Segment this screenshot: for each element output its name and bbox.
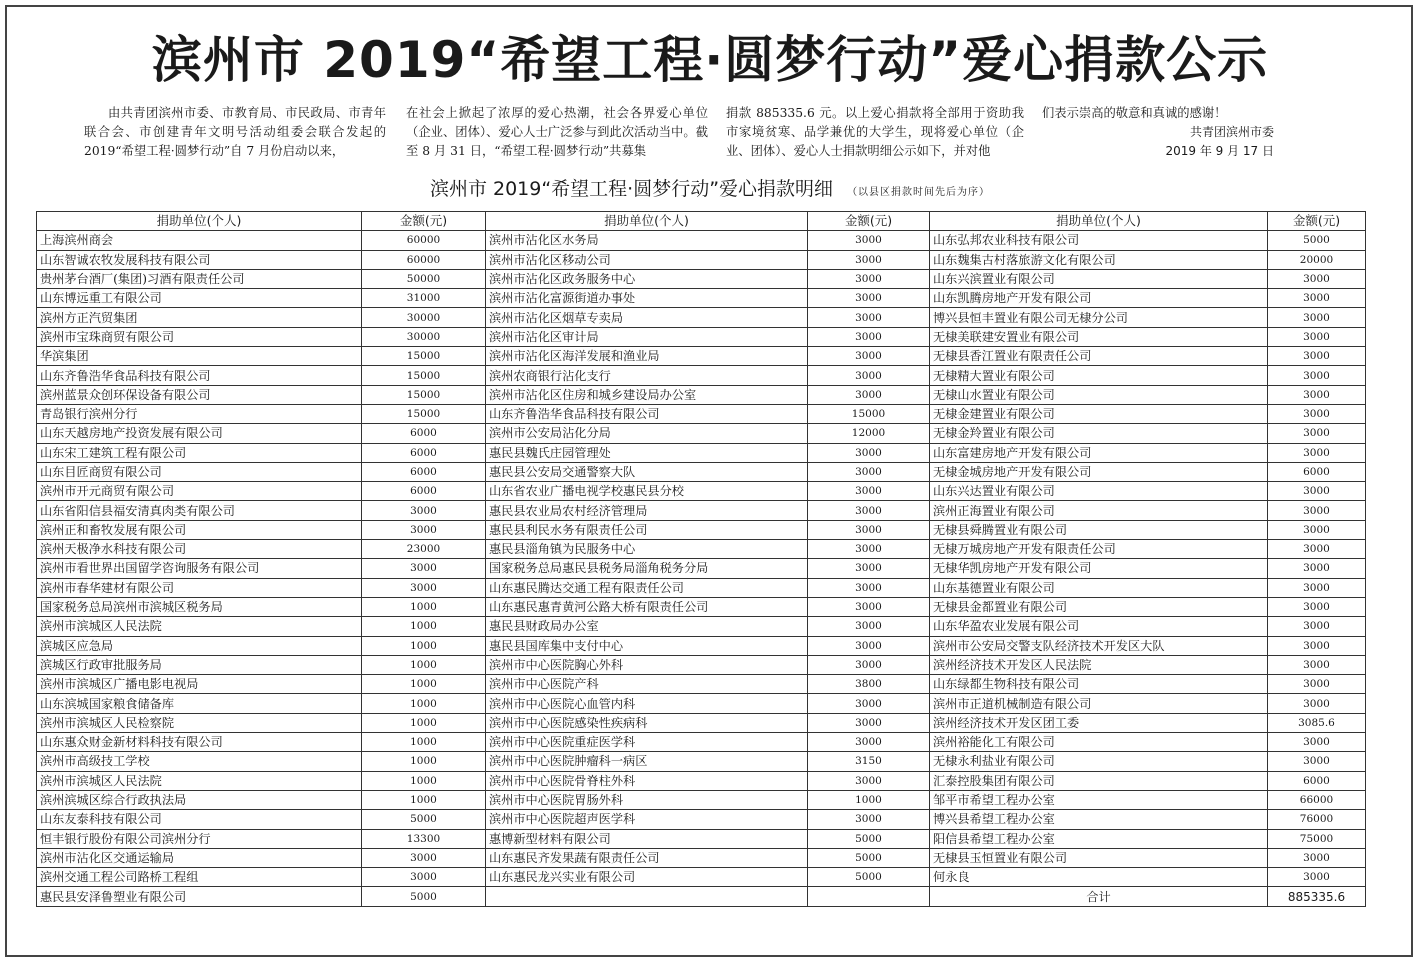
donation-amount: 1000 [362, 771, 486, 790]
header-amount-1: 金额(元) [362, 212, 486, 231]
donation-amount: 1000 [808, 790, 930, 809]
donor-name: 恒丰银行股份有限公司滨州分行 [37, 829, 362, 848]
donation-amount: 3000 [1268, 733, 1366, 752]
donor-name: 山东凯腾房地产开发有限公司 [930, 289, 1268, 308]
donation-amount: 3000 [808, 578, 930, 597]
donation-amount: 3000 [1268, 655, 1366, 674]
donation-amount: 3000 [1268, 694, 1366, 713]
donation-amount: 3000 [362, 848, 486, 867]
donation-amount: 3000 [808, 733, 930, 752]
donor-name: 国家税务总局滨州市滨城区税务局 [37, 597, 362, 616]
donor-name: 滨州市中心医院胸心外科 [486, 655, 808, 674]
donation-amount: 6000 [362, 462, 486, 481]
donor-name: 山东华盈农业发展有限公司 [930, 617, 1268, 636]
donor-name: 滨州市沾化区移动公司 [486, 250, 808, 269]
donor-name: 山东兴达置业有限公司 [930, 482, 1268, 501]
table-row [37, 462, 1366, 481]
donation-amount: 66000 [1268, 790, 1366, 809]
donor-name: 滨州市滨城区人民检察院 [37, 713, 362, 732]
intro-paragraph-4 [1042, 104, 1314, 161]
donor-name: 滨州市春华建材有限公司 [37, 578, 362, 597]
donation-amount: 3000 [1268, 617, 1366, 636]
donor-name: 滨州市中心医院心血管内科 [486, 694, 808, 713]
donor-name: 滨州市滨城区人民法院 [37, 617, 362, 636]
intro-paragraph-1: 由共青团滨州市委、市教育局、市民政局、市青年联合会、市创建青年文明号活动组委会联合发起的 2019“希望工程·圆梦行动”自 7 月份启动以来， [84, 106, 386, 158]
donor-name: 滨州市沾化区住房和城乡建设局办公室 [486, 385, 808, 404]
donor-name: 滨州市高级技工学校 [37, 752, 362, 771]
donor-name: 滨州市开元商贸有限公司 [37, 482, 362, 501]
donation-amount: 1000 [362, 733, 486, 752]
donation-amount: 3085.6 [1268, 713, 1366, 732]
donation-amount: 3000 [1268, 578, 1366, 597]
donor-name: 山东惠民腾达交通工程有限责任公司 [486, 578, 808, 597]
donation-amount: 15000 [362, 404, 486, 423]
donation-amount: 3000 [808, 655, 930, 674]
donation-amount: 1000 [362, 752, 486, 771]
donation-amount: 5000 [808, 848, 930, 867]
table-row [37, 578, 1366, 597]
donor-name: 博兴县希望工程办公室 [930, 810, 1268, 829]
donor-name: 汇泰控股集团有限公司 [930, 771, 1268, 790]
donation-amount: 3000 [362, 868, 486, 887]
donation-amount: 3000 [1268, 327, 1366, 346]
donation-amount: 3000 [808, 289, 930, 308]
donor-name: 惠民县农业局农村经济管理局 [486, 501, 808, 520]
donation-amount: 3000 [808, 597, 930, 616]
table-row [37, 231, 1366, 250]
donation-amount: 6000 [362, 424, 486, 443]
donor-name: 滨州市看世界出国留学咨询服务有限公司 [37, 559, 362, 578]
total-amount: 885335.6 [1268, 887, 1366, 906]
donor-name: 山东惠民惠青黄河公路大桥有限责任公司 [486, 597, 808, 616]
donation-amount: 75000 [1268, 829, 1366, 848]
donor-name: 无棣美联建安置业有限公司 [930, 327, 1268, 346]
table-row [37, 675, 1366, 694]
donation-amount: 1000 [362, 675, 486, 694]
donor-name: 滨州裕能化工有限公司 [930, 733, 1268, 752]
table-row [37, 501, 1366, 520]
donor-name: 山东智诚农牧发展科技有限公司 [37, 250, 362, 269]
donor-name: 山东目匠商贸有限公司 [37, 462, 362, 481]
table-row [37, 520, 1366, 539]
donor-name: 无棣县舜腾置业有限公司 [930, 520, 1268, 539]
table-row [37, 713, 1366, 732]
intro-paragraph-3: 捐款 885335.6 元。以上爱心捐款将全部用于资助我市家境贫寒、品学兼优的大学生，现将爱心单位（企业、团体）、爱心人士捐款明细公示如下，并对他 [726, 106, 1024, 158]
donation-amount: 1000 [362, 713, 486, 732]
donor-name: 山东惠众财金新材料科技有限公司 [37, 733, 362, 752]
donation-amount: 3000 [1268, 597, 1366, 616]
table-row [37, 385, 1366, 404]
donation-amount: 3000 [808, 385, 930, 404]
donor-name: 阳信县希望工程办公室 [930, 829, 1268, 848]
donation-amount: 3000 [808, 231, 930, 250]
donation-amount: 3000 [808, 520, 930, 539]
donation-amount: 3000 [808, 327, 930, 346]
donation-amount: 5000 [808, 868, 930, 887]
donation-amount: 3000 [1268, 289, 1366, 308]
donor-name: 惠民县利民水务有限责任公司 [486, 520, 808, 539]
intro-section [84, 104, 1314, 164]
donation-amount: 3000 [1268, 385, 1366, 404]
donor-name: 滨州市滨城区人民法院 [37, 771, 362, 790]
donation-amount: 3000 [1268, 520, 1366, 539]
donor-name: 滨州市公安局交警支队经济技术开发区大队 [930, 636, 1268, 655]
donation-amount: 3000 [808, 443, 930, 462]
donor-name: 滨州市沾化区水务局 [486, 231, 808, 250]
signer: 共青团滨州市委 [1189, 125, 1274, 139]
donor-name: 无棣金羚置业有限公司 [930, 424, 1268, 443]
donor-name: 滨州农商银行沾化支行 [486, 366, 808, 385]
table-row [37, 848, 1366, 867]
donation-amount: 76000 [1268, 810, 1366, 829]
donation-amount: 3000 [808, 501, 930, 520]
donor-name: 山东富建房地产开发有限公司 [930, 443, 1268, 462]
donation-amount: 3000 [1268, 559, 1366, 578]
donor-name: 滨州市中心医院胃肠外科 [486, 790, 808, 809]
donation-amount: 3000 [1268, 868, 1366, 887]
header-donor-1: 捐助单位(个人) [37, 212, 362, 231]
table-row [37, 424, 1366, 443]
donation-amount: 3000 [808, 250, 930, 269]
donation-amount: 3000 [362, 501, 486, 520]
donation-amount: 6000 [1268, 462, 1366, 481]
donor-name: 无棣华凯房地产开发有限公司 [930, 559, 1268, 578]
table-header-row [37, 212, 1366, 231]
donation-amount: 3150 [808, 752, 930, 771]
donor-name: 滨州市中心医院骨脊柱外科 [486, 771, 808, 790]
donation-amount: 3000 [808, 810, 930, 829]
donor-name: 山东省农业广播电视学校惠民县分校 [486, 482, 808, 501]
donation-amount: 3000 [808, 771, 930, 790]
donation-amount: 3000 [808, 366, 930, 385]
table-row [37, 636, 1366, 655]
donor-name: 滨州市中心医院超声医学科 [486, 810, 808, 829]
donor-name: 山东滨城国家粮食储备库 [37, 694, 362, 713]
donation-amount: 6000 [1268, 771, 1366, 790]
donation-amount: 30000 [362, 327, 486, 346]
donor-name: 滨州正和畜牧发展有限公司 [37, 520, 362, 539]
donor-name: 无棣金建置业有限公司 [930, 404, 1268, 423]
donation-amount: 3000 [362, 520, 486, 539]
donation-amount: 5000 [808, 829, 930, 848]
donation-amount: 1000 [362, 790, 486, 809]
donor-name: 滨州市中心医院产科 [486, 675, 808, 694]
donation-amount: 50000 [362, 269, 486, 288]
table-title [0, 175, 1420, 207]
donation-amount: 3000 [1268, 366, 1366, 385]
donor-name: 国家税务总局惠民县税务局淄角税务分局 [486, 559, 808, 578]
donation-amount: 3000 [1268, 347, 1366, 366]
donation-amount: 12000 [808, 424, 930, 443]
donation-amount: 1000 [362, 617, 486, 636]
donation-amount: 3000 [1268, 269, 1366, 288]
donor-name: 无棣精大置业有限公司 [930, 366, 1268, 385]
donor-name: 山东魏集古村落旅游文化有限公司 [930, 250, 1268, 269]
donation-amount: 20000 [1268, 250, 1366, 269]
donor-name: 山东天越房地产投资发展有限公司 [37, 424, 362, 443]
donation-amount: 3000 [808, 636, 930, 655]
donation-amount: 3000 [808, 713, 930, 732]
table-row [37, 752, 1366, 771]
donation-amount: 3000 [1268, 443, 1366, 462]
donor-name: 滨州市沾化区烟草专卖局 [486, 308, 808, 327]
donor-name: 滨州市公安局沾化分局 [486, 424, 808, 443]
donation-amount: 13300 [362, 829, 486, 848]
donation-amount: 15000 [808, 404, 930, 423]
donor-name: 滨州市沾化区审计局 [486, 327, 808, 346]
donor-name: 山东兴滨置业有限公司 [930, 269, 1268, 288]
donation-amount: 3000 [1268, 308, 1366, 327]
donation-amount: 5000 [1268, 231, 1366, 250]
donation-amount: 3000 [808, 617, 930, 636]
table-row [37, 327, 1366, 346]
donor-name: 青岛银行滨州分行 [37, 404, 362, 423]
donor-name: 华滨集团 [37, 347, 362, 366]
donor-name: 山东基德置业有限公司 [930, 578, 1268, 597]
table-row [37, 733, 1366, 752]
donor-name: 滨州市正道机械制造有限公司 [930, 694, 1268, 713]
donor-name: 滨州经济技术开发区人民法院 [930, 655, 1268, 674]
table-row [37, 289, 1366, 308]
header-donor-3: 捐助单位(个人) [930, 212, 1268, 231]
donation-amount: 15000 [362, 366, 486, 385]
donor-name: 无棣县香江置业有限责任公司 [930, 347, 1268, 366]
donor-name: 山东惠民龙兴实业有限公司 [486, 868, 808, 887]
donation-amount: 3000 [808, 559, 930, 578]
table-row [37, 771, 1366, 790]
donor-name: 滨州市沾化区交通运输局 [37, 848, 362, 867]
donor-name: 山东绿都生物科技有限公司 [930, 675, 1268, 694]
donor-name: 惠博新型材料有限公司 [486, 829, 808, 848]
donation-amount: 30000 [362, 308, 486, 327]
donor-name: 滨州正海置业有限公司 [930, 501, 1268, 520]
donor-name: 山东齐鲁浩华食品科技有限公司 [37, 366, 362, 385]
page-title: 滨州市 2019“希望工程·圆梦行动”爱心捐款公示 [151, 31, 1269, 89]
donor-name: 山东省阳信县福安清真肉类有限公司 [37, 501, 362, 520]
donor-name: 邹平市希望工程办公室 [930, 790, 1268, 809]
donor-name: 无棣万城房地产开发有限责任公司 [930, 540, 1268, 559]
table-row [37, 597, 1366, 616]
table-row [37, 868, 1366, 887]
donor-name: 上海滨州商会 [37, 231, 362, 250]
donation-amount: 3000 [1268, 848, 1366, 867]
donor-name: 山东宋工建筑工程有限公司 [37, 443, 362, 462]
donation-amount: 3000 [808, 694, 930, 713]
donor-name: 惠民县国库集中支付中心 [486, 636, 808, 655]
donor-name: 滨州市滨城区广播电影电视局 [37, 675, 362, 694]
donor-name [486, 887, 808, 906]
donor-name: 滨州经济技术开发区团工委 [930, 713, 1268, 732]
intro-closing: 们表示崇高的敬意和真诚的感谢！ [1042, 106, 1227, 120]
header-amount-3: 金额(元) [1268, 212, 1366, 231]
donor-name: 山东惠民齐发果蔬有限责任公司 [486, 848, 808, 867]
donation-amount: 3000 [1268, 675, 1366, 694]
donor-name: 滨州市沾化富源街道办事处 [486, 289, 808, 308]
donation-amount: 3000 [808, 540, 930, 559]
header-donor-2: 捐助单位(个人) [486, 212, 808, 231]
donation-amount: 5000 [362, 810, 486, 829]
donor-name: 滨城区应急局 [37, 636, 362, 655]
donor-name: 无棣县金都置业有限公司 [930, 597, 1268, 616]
donation-amount: 3000 [1268, 424, 1366, 443]
table-row [37, 308, 1366, 327]
donation-amount: 1000 [362, 597, 486, 616]
donation-amount: 3000 [362, 578, 486, 597]
table-title-text: 滨州市 2019“希望工程·圆梦行动”爱心捐款明细 [429, 178, 834, 200]
donor-name: 惠民县淄角镇为民服务中心 [486, 540, 808, 559]
donor-name: 滨州天极净水科技有限公司 [37, 540, 362, 559]
donation-amount: 1000 [362, 694, 486, 713]
donor-name: 惠民县安泽鲁塑业有限公司 [37, 887, 362, 906]
header-amount-2: 金额(元) [808, 212, 930, 231]
donation-amount: 3000 [1268, 404, 1366, 423]
donor-name: 滨州市沾化区政务服务中心 [486, 269, 808, 288]
donation-amount: 3800 [808, 675, 930, 694]
donation-amount: 23000 [362, 540, 486, 559]
table-row [37, 366, 1366, 385]
donor-name: 山东齐鲁浩华食品科技有限公司 [486, 404, 808, 423]
donation-amount: 6000 [362, 482, 486, 501]
donation-amount: 15000 [362, 385, 486, 404]
donation-amount: 3000 [1268, 482, 1366, 501]
donation-amount: 60000 [362, 231, 486, 250]
table-row [37, 269, 1366, 288]
table-row [37, 617, 1366, 636]
table-row [37, 482, 1366, 501]
donation-amount: 3000 [808, 308, 930, 327]
donor-name: 惠民县公安局交通警察大队 [486, 462, 808, 481]
table-row [37, 655, 1366, 674]
donation-amount: 3000 [808, 269, 930, 288]
table-row [37, 887, 1366, 906]
table-row [37, 404, 1366, 423]
donor-name: 滨州市中心医院肿瘤科一病区 [486, 752, 808, 771]
table-row [37, 790, 1366, 809]
donation-amount: 3000 [1268, 752, 1366, 771]
donor-name: 滨州滨城区综合行政执法局 [37, 790, 362, 809]
table-row [37, 347, 1366, 366]
donor-name: 惠民县财政局办公室 [486, 617, 808, 636]
donor-name: 何永良 [930, 868, 1268, 887]
sign-date: 2019 年 9 月 17 日 [1165, 144, 1274, 158]
donation-table [36, 211, 1366, 907]
table-row [37, 810, 1366, 829]
donation-amount: 3000 [808, 462, 930, 481]
donor-name: 无棣县玉恒置业有限公司 [930, 848, 1268, 867]
donation-amount: 1000 [362, 655, 486, 674]
donor-name: 博兴县恒丰置业有限公司无棣分公司 [930, 308, 1268, 327]
donation-amount: 3000 [808, 482, 930, 501]
donor-name: 滨州市宝珠商贸有限公司 [37, 327, 362, 346]
donor-name: 滨城区行政审批服务局 [37, 655, 362, 674]
donor-name: 贵州茅台酒厂(集团)习酒有限责任公司 [37, 269, 362, 288]
donor-name: 滨州市中心医院重症医学科 [486, 733, 808, 752]
table-row [37, 443, 1366, 462]
donation-amount: 3000 [1268, 501, 1366, 520]
table-title-note: （以县区捐款时间先后为序） [847, 187, 991, 198]
donation-amount: 15000 [362, 347, 486, 366]
total-label: 合计 [930, 887, 1268, 906]
donation-amount: 3000 [362, 559, 486, 578]
donor-name: 滨州交通工程公司路桥工程组 [37, 868, 362, 887]
donation-amount: 6000 [362, 443, 486, 462]
donation-amount: 60000 [362, 250, 486, 269]
donor-name: 无棣金城房地产开发有限公司 [930, 462, 1268, 481]
table-row [37, 694, 1366, 713]
table-row [37, 829, 1366, 848]
donation-amount: 3000 [808, 347, 930, 366]
donation-amount: 3000 [1268, 636, 1366, 655]
donation-amount: 3000 [1268, 540, 1366, 559]
donor-name: 滨州市沾化区海洋发展和渔业局 [486, 347, 808, 366]
table-row [37, 540, 1366, 559]
donor-name: 山东友泰科技有限公司 [37, 810, 362, 829]
table-row [37, 250, 1366, 269]
donation-amount: 31000 [362, 289, 486, 308]
donor-name: 无棣山水置业有限公司 [930, 385, 1268, 404]
donor-name: 滨州蓝景众创环保设备有限公司 [37, 385, 362, 404]
donation-amount [808, 887, 930, 906]
intro-paragraph-2: 在社会上掀起了浓厚的爱心热潮，社会各界爱心单位（企业、团体）、爱心人士广泛参与到此次活动当中。截至 8 月 31 日，“希望工程·圆梦行动”共募集 [406, 106, 708, 158]
donor-name: 滨州方正汽贸集团 [37, 308, 362, 327]
donor-name: 山东弘邦农业科技有限公司 [930, 231, 1268, 250]
donor-name: 山东博远重工有限公司 [37, 289, 362, 308]
table-row [37, 559, 1366, 578]
donation-amount: 1000 [362, 636, 486, 655]
donor-name: 滨州市中心医院感染性疾病科 [486, 713, 808, 732]
donor-name: 无棣永利盐业有限公司 [930, 752, 1268, 771]
donor-name: 惠民县魏氏庄园管理处 [486, 443, 808, 462]
donation-amount: 5000 [362, 887, 486, 906]
